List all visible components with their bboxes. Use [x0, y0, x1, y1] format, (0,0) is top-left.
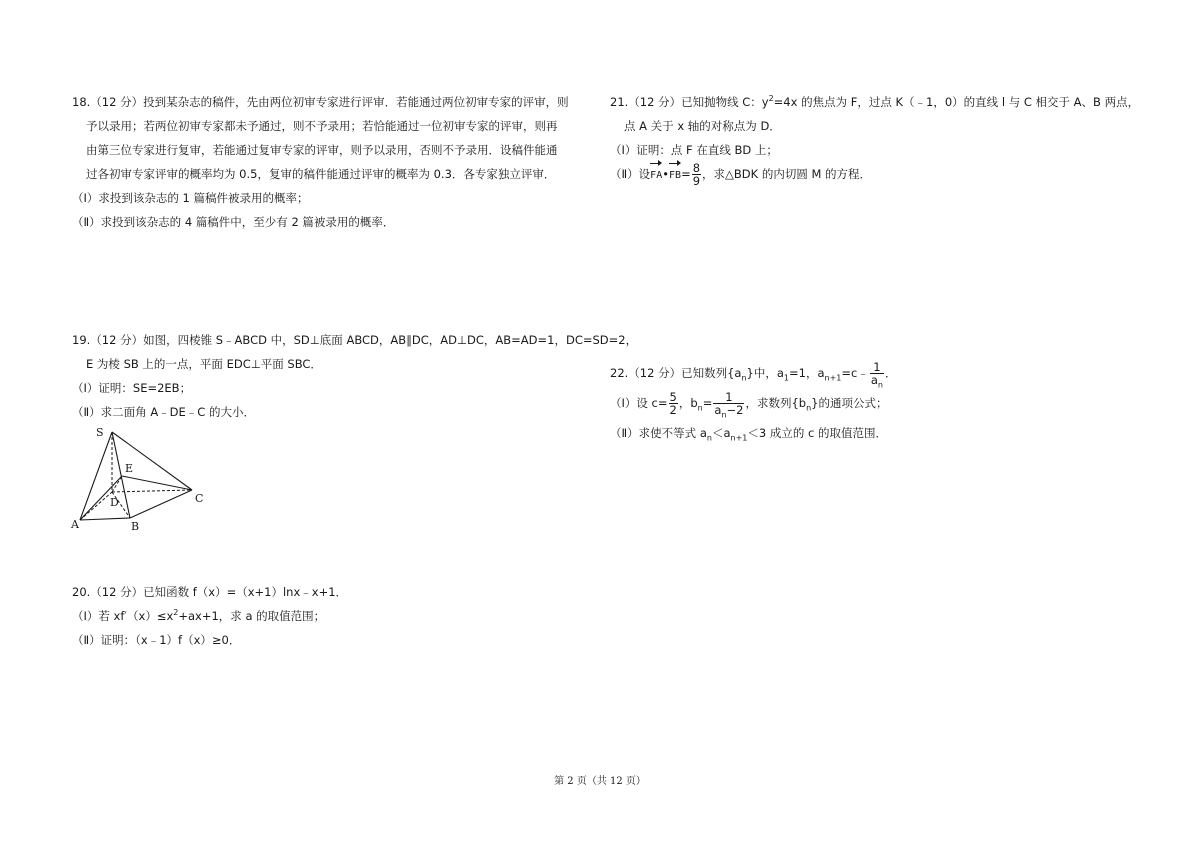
label-E: E	[125, 462, 134, 475]
label-C: C	[195, 492, 204, 505]
q19-part1: （Ⅰ）证明：SE=2EB；	[72, 381, 192, 395]
q18-line2: 予以录用；若两位初审专家都未予通过，则不予录用；若恰能通过一位初审专家的评审，则再	[86, 119, 558, 133]
q22-line1: 22.（12 分）已知数列$\{a_n\}$中，$a_1=1$，$a_{n+1}=c﹣$ $\frac{1}{a_n}$ ．	[610, 360, 897, 390]
question-21	[610, 90, 1139, 188]
question-22	[610, 358, 896, 448]
page-footer: 第 2 页（共 12 页）	[554, 776, 646, 787]
vector-FA: FA	[650, 164, 662, 188]
q19-line1: 19.（12 分）如图，四棱锥 S﹣ABCD 中，SD⊥底面 ABCD，AB∥DC，AD⊥DC，AB=AD=1，DC=SD=2，	[72, 333, 638, 347]
edge-SA	[80, 432, 112, 520]
q21-part2: （Ⅱ）设FA•FB= $\frac{8}{9}$ ，求△BDK 的内切圆 M 的方程．	[610, 161, 872, 188]
q22-part1: （Ⅰ）设 c= $\frac{5}{2}$ ，$b_n=$ $\frac{1}{a_n-2}$ ，求数列$\{b_n\}$的通项公式；	[610, 390, 888, 420]
fraction-bn: $\frac{1}{a_n-2}$	[714, 390, 744, 420]
q20-part1: （Ⅰ）若 $xf'(x)\le x^2+ax+1$，求 a 的取值范围；	[72, 608, 326, 623]
vector-FB: FB	[669, 164, 681, 188]
q19-part2: （Ⅱ）求二面角 A﹣DE﹣C 的大小．	[72, 405, 255, 419]
label-D: D	[110, 496, 119, 509]
edge-AB	[80, 518, 130, 520]
q19-line2: E 为棱 SB 上的一点，平面 EDC⊥平面 SBC．	[86, 357, 322, 371]
q21-part1: （Ⅰ）证明：点 F 在直线 BD 上；	[610, 143, 778, 157]
question-18	[72, 90, 569, 234]
question-19	[72, 328, 637, 424]
q21-line2: 点 A 关于 x 轴的对称点为 D．	[624, 119, 781, 133]
edge-SC	[112, 432, 192, 490]
label-A: A	[71, 518, 79, 531]
q18-part1: （Ⅰ）求投到该杂志的 1 篇稿件被录用的概率；	[72, 191, 309, 205]
label-B: B	[131, 520, 140, 533]
question-20	[72, 580, 347, 652]
label-S: S	[96, 426, 104, 439]
q18-part2: （Ⅱ）求投到该杂志的 4 篇稿件中，至少有 2 篇被录用的概率．	[72, 215, 395, 229]
edge-BC	[130, 490, 192, 518]
fraction-8-9: $\frac{8}{9}$	[692, 161, 701, 188]
q18-line4: 过各初审专家评审的概率均为 0.5，复审的稿件能通过评审的概率为 0.3．各专家独立评审．	[86, 167, 556, 181]
pyramid-figure	[68, 422, 218, 534]
q22-part2: （Ⅱ）求使不等式 $a_n<a_{n+1}<3$ 成立的 c 的取值范围．	[610, 426, 887, 443]
fraction-5-2: $\frac{5}{2}$	[669, 390, 677, 417]
q20-line1: 20.（12 分）已知函数 f（x）=（x+1）lnx﹣x+1．	[72, 585, 348, 599]
q18-line3: 由第三位专家进行复审，若能通过复审专家的评审，则予以录用，否则不予录用．设稿件能通	[86, 143, 558, 157]
fraction-1-over-an: $\frac{1}{a_n}$	[870, 360, 883, 390]
q20-part2: （Ⅱ）证明：（x﹣1）f（x）≥0．	[72, 633, 241, 647]
q21-line1: 21.（12 分）已知抛物线 C：$y^2=4x$ 的焦点为 F，过点 K（﹣1，0）的直线 l 与 C 相交于 A、B 两点，	[610, 94, 1140, 109]
edge-DE	[112, 476, 122, 492]
q18-line1: 18.（12 分）投到某杂志的稿件，先由两位初审专家进行评审．若能通过两位初审专家的评审，则	[72, 95, 569, 109]
